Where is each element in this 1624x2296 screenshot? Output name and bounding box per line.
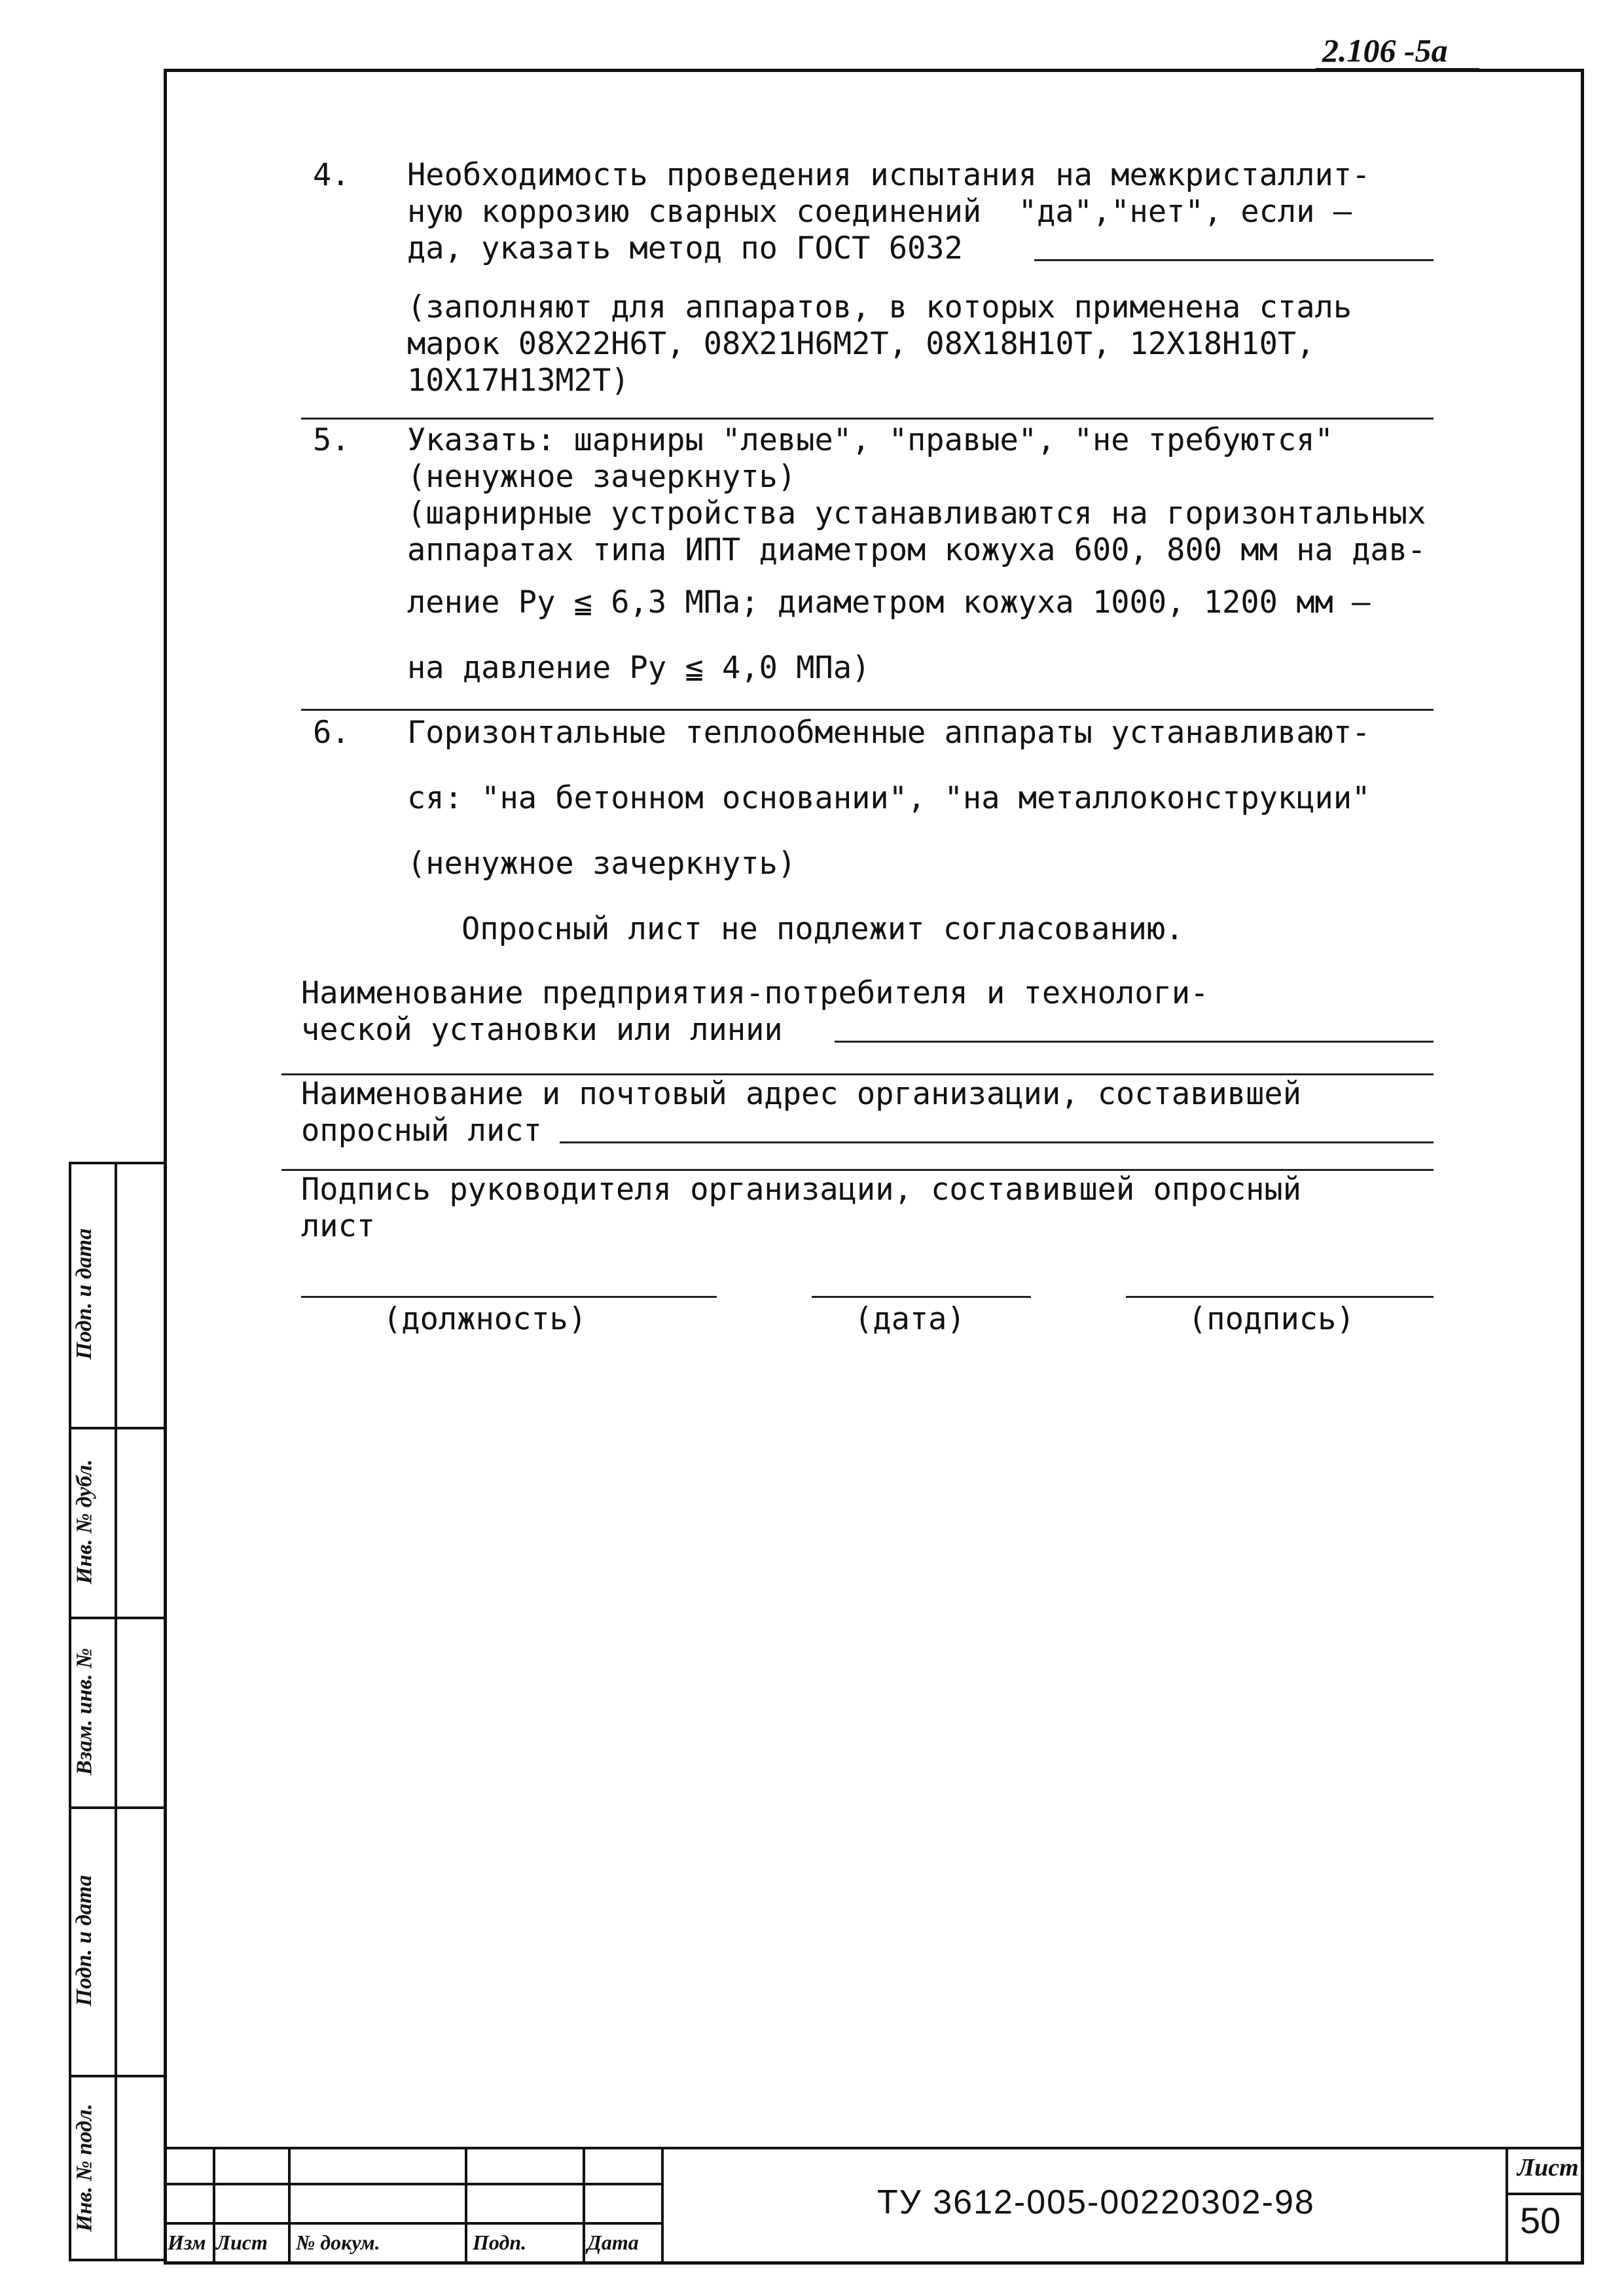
col-label-change: Изм — [168, 2231, 206, 2254]
title-block-sheet-line — [1506, 2193, 1584, 2195]
side-label-sign-date-2: Подп. и дата — [72, 1874, 96, 2007]
organization-field-label-2: опросный лист — [301, 1113, 542, 1149]
item-6-line-1: Горизонтальные теплообменные аппараты устанавливают- — [407, 715, 1371, 751]
title-block-row-line — [164, 2183, 661, 2185]
organization-fill-line[interactable] — [560, 1141, 1434, 1143]
item-4-note-line-3: 10Х17Н13М2Т) — [407, 363, 630, 399]
title-block-col-line — [583, 2147, 585, 2265]
item-5-number: 5. — [313, 422, 350, 458]
item-5-separator — [301, 709, 1434, 711]
col-label-sheet: Лист — [216, 2231, 268, 2254]
position-caption: (должность) — [383, 1301, 587, 1337]
document-designation: ТУ 3612-005-00220302-98 — [877, 2183, 1315, 2221]
organization-field-label-1: Наименование и почтовый адрес организации, составившей — [301, 1076, 1302, 1112]
title-block-col-line — [465, 2147, 467, 2265]
side-label-dup-inv: Инв. № дубл. — [72, 1459, 97, 1585]
date-caption: (дата) — [854, 1301, 965, 1337]
signature-field-label-1: Подпись руководителя организации, составившей опросный — [301, 1172, 1302, 1208]
item-4-note-line-1: (заполняют для аппаратов, в которых применена сталь — [407, 289, 1352, 325]
date-fill-line[interactable] — [812, 1296, 1031, 1298]
title-block-row-line — [164, 2222, 661, 2225]
sheet-number: 50 — [1520, 2200, 1561, 2241]
item-5-line-1: Указать: шарниры "левые", "правые", "не требуются" — [407, 422, 1333, 458]
title-block-sheet-divider — [1506, 2147, 1508, 2265]
title-block-col-line — [661, 2147, 664, 2265]
item-4-note-line-2: марок 08Х22Н6Т, 08Х21Н6М2Т, 08Х18Н10Т, 12Х18Н10Т, — [407, 326, 1315, 362]
signature-field-label-2: лист — [301, 1208, 376, 1244]
item-6-number: 6. — [313, 715, 350, 751]
item-4-separator — [301, 418, 1434, 420]
item-4-line-3: да, указать метод по ГОСТ 6032 — [407, 230, 963, 266]
position-fill-line[interactable] — [301, 1296, 717, 1298]
consumer-fill-line-2[interactable] — [281, 1073, 1434, 1075]
item-5-line-3: (шарнирные устройства устанавливаются на горизонтальных — [407, 495, 1426, 531]
item-6-line-2: ся: "на бетонном основании", "на металлоконструкции" — [407, 780, 1371, 816]
item-6-line-3: (ненужное зачеркнуть) — [407, 846, 797, 882]
approval-notice: Опросный лист не подлежит согласованию. — [461, 911, 1184, 947]
col-label-doc-number: № докум. — [296, 2231, 380, 2254]
consumer-field-label-2: ческой установки или линии — [301, 1012, 783, 1048]
item-5-line-6: на давление Ру ≦ 4,0 МПа) — [407, 650, 871, 686]
side-label-original-inv: Инв. № подл. — [72, 2104, 97, 2232]
title-block-col-line — [213, 2147, 215, 2265]
side-stamp-divider — [115, 1162, 117, 2261]
title-block-col-line — [288, 2147, 291, 2265]
side-label-sign-date-1: Подп. и дата — [72, 1228, 96, 1360]
item-4-line-1: Необходимость проведения испытания на межкристаллит- — [407, 157, 1371, 193]
sign-caption: (подпись) — [1188, 1301, 1355, 1337]
item-5-line-4: аппаратах типа ИПТ диаметром кожуха 600, 800 мм на дав- — [407, 532, 1426, 568]
item-5-line-2: (ненужное зачеркнуть) — [407, 459, 797, 495]
title-block-top-line — [164, 2147, 1584, 2149]
item-4-number: 4. — [313, 157, 350, 193]
col-label-date: Дата — [587, 2231, 639, 2254]
item-4-line-2: ную коррозию сварных соединений "да","нет", если – — [407, 194, 1352, 230]
document-reference: 2.106 -5а — [1322, 32, 1448, 69]
consumer-fill-line[interactable] — [835, 1041, 1434, 1043]
sign-fill-line[interactable] — [1126, 1296, 1434, 1298]
item-4-method-fill-line[interactable] — [1034, 259, 1434, 261]
consumer-field-label-1: Наименование предприятия-потребителя и технологи- — [301, 975, 1209, 1011]
sheet-label: Лист — [1517, 2154, 1579, 2181]
drawing-frame — [164, 69, 1584, 2265]
organization-fill-line-2[interactable] — [281, 1169, 1434, 1171]
item-5-line-5: ление Ру ≦ 6,3 МПа; диаметром кожуха 1000, 1200 мм – — [407, 584, 1371, 620]
col-label-signature: Подп. — [473, 2231, 527, 2254]
side-label-replace-inv: Взам. инв. № — [72, 1647, 97, 1776]
